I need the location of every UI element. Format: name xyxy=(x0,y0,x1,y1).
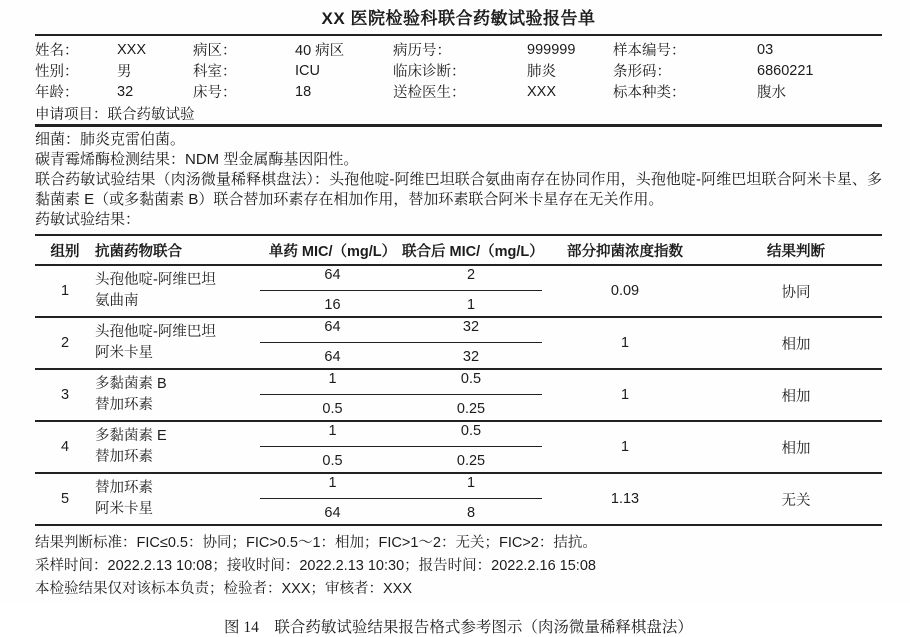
single-mic-b: 16 xyxy=(324,297,341,313)
field-value-department: ICU xyxy=(295,62,320,79)
field-label-barcode: 条形码： xyxy=(613,64,671,80)
field-label-department: 科室： xyxy=(193,64,237,80)
table-row-group-3 xyxy=(35,370,882,422)
field-value-diagnosis: 肺炎 xyxy=(527,64,556,80)
result-judgement: 相加 xyxy=(781,336,811,353)
field-value-sex: 男 xyxy=(117,64,132,80)
drug-a: 多黏菌素 E xyxy=(95,428,167,444)
single-mic-b: 0.5 xyxy=(322,401,343,417)
single-mic-a: 1 xyxy=(328,475,337,491)
field-value-age: 32 xyxy=(117,83,134,100)
drug-combination xyxy=(95,266,263,316)
fic-index-value: 1 xyxy=(620,387,630,403)
field-label-diagnosis: 临床诊断： xyxy=(393,64,466,80)
combined-mic-b: 32 xyxy=(462,349,480,365)
footer-section xyxy=(35,526,882,601)
field-value-record-no: 999999 xyxy=(527,41,576,58)
col-header-single-mic: 单药 MIC/（mg/L） xyxy=(268,243,397,260)
drug-b: 替加环素 xyxy=(95,397,153,413)
report-title: XX 医院检验科联合药敏试验报告单 xyxy=(35,4,882,36)
drug-b: 替加环素 xyxy=(95,449,153,465)
combined-mic-a: 0.5 xyxy=(460,423,482,439)
fraction-divider-line xyxy=(260,394,542,395)
field-label-ward: 病区： xyxy=(193,43,237,59)
group-number: 4 xyxy=(60,439,70,455)
group-number: 5 xyxy=(60,491,70,507)
group-number: 2 xyxy=(60,335,70,351)
col-header-result-judgement: 结果判断 xyxy=(767,243,825,260)
single-mic-b: 0.5 xyxy=(322,453,343,469)
carbapenemase-result-line: 碳青霉烯酶检测结果：NDM 型金属酶基因阳性。 xyxy=(35,151,359,168)
table-header-row xyxy=(35,236,882,266)
patient-info-section xyxy=(35,36,882,127)
result-judgement: 无关 xyxy=(781,492,811,509)
drug-combination xyxy=(95,318,263,368)
col-header-fic-index: 部分抑菌浓度指数 xyxy=(567,243,683,260)
group-number: 3 xyxy=(60,387,70,403)
field-value-request-item: 联合药敏试验 xyxy=(107,106,195,123)
result-judgement: 协同 xyxy=(781,284,811,301)
field-label-request-item: 申请项目： xyxy=(35,106,108,123)
fraction-divider-line xyxy=(260,342,542,343)
fic-index-value: 1 xyxy=(620,335,630,351)
single-mic-a: 1 xyxy=(328,423,337,439)
drug-a: 头孢他啶-阿维巴坦 xyxy=(95,324,216,340)
field-value-name: XXX xyxy=(117,41,147,58)
figure-caption: 图 14 联合药敏试验结果报告格式参考图示（肉汤微量稀释棋盘法） xyxy=(224,619,693,636)
table-row-group-2 xyxy=(35,318,882,370)
susceptibility-table xyxy=(35,234,882,526)
group-number: 1 xyxy=(60,283,70,299)
fic-index-value: 1.13 xyxy=(610,491,640,507)
combined-mic-b: 1 xyxy=(466,297,476,313)
findings-section xyxy=(35,127,882,234)
drug-a: 替加环素 xyxy=(95,480,153,496)
single-mic-b: 64 xyxy=(324,505,341,521)
result-judgement: 相加 xyxy=(781,440,811,457)
combined-mic-b: 0.25 xyxy=(456,401,486,417)
patient-info-row xyxy=(35,81,882,102)
combined-mic-b: 0.25 xyxy=(456,453,486,469)
field-label-record-no: 病历号： xyxy=(393,43,451,59)
fraction-divider-line xyxy=(260,498,542,499)
table-intro-line: 药敏试验结果： xyxy=(35,211,141,228)
field-value-bed-no: 18 xyxy=(295,83,312,100)
drug-combination xyxy=(95,422,263,472)
drug-combination xyxy=(95,474,263,524)
field-value-specimen-type: 腹水 xyxy=(757,85,786,101)
col-header-combined-mic: 联合后 MIC/（mg/L） xyxy=(402,243,544,260)
combination-summary-line: 联合药敏试验结果（肉汤微量稀释棋盘法）：头孢他啶-阿维巴坦联合氨曲南存在协同作用，头孢他啶-阿维巴坦联合阿米卡星、多黏菌素 E（或多黏菌素 B）联合替加环素存在相加作用，替加环素联合阿米卡星存在无关作用。 xyxy=(35,171,882,208)
timestamps-line: 采样时间：2022.2.13 10:08；接收时间：2022.2.13 10:30；报告时间：2022.2.16 15:08 xyxy=(35,558,596,574)
responsibility-line: 本检验结果仅对该标本负责；检验者：XXX；审核者：XXX xyxy=(35,581,413,597)
combined-mic-a: 1 xyxy=(466,475,476,491)
field-label-doctor: 送检医生： xyxy=(393,85,466,101)
combined-mic-a: 0.5 xyxy=(460,371,482,387)
request-item-row xyxy=(35,102,882,124)
fic-index-value: 0.09 xyxy=(610,283,640,299)
combined-mic-b: 8 xyxy=(466,505,476,521)
table-row-group-1 xyxy=(35,266,882,318)
table-row-group-5 xyxy=(35,474,882,526)
single-mic-a: 1 xyxy=(328,371,337,387)
judgement-criteria-line: 结果判断标准：FIC≤0.5：协同；FIC>0.5～1：相加；FIC>1～2：无关；FIC>2：拮抗。 xyxy=(35,535,597,551)
drug-b: 阿米卡星 xyxy=(95,345,153,361)
patient-info-row xyxy=(35,39,882,60)
bacteria-result-line: 细菌：肺炎克雷伯菌。 xyxy=(35,131,186,148)
combined-mic-a: 32 xyxy=(462,319,480,335)
field-label-name: 姓名： xyxy=(35,43,79,59)
field-label-sex: 性别： xyxy=(35,64,79,80)
field-label-specimen-type: 标本种类： xyxy=(613,85,686,101)
drug-a: 多黏菌素 B xyxy=(95,376,167,392)
field-label-age: 年龄： xyxy=(35,85,79,101)
drug-b: 氨曲南 xyxy=(95,293,139,309)
col-header-drug-combination: 抗菌药物联合 xyxy=(95,243,182,260)
table-row-group-4 xyxy=(35,422,882,474)
field-value-sample-no: 03 xyxy=(757,41,774,58)
drug-b: 阿米卡星 xyxy=(95,501,153,517)
single-mic-b: 64 xyxy=(324,349,341,365)
drug-a: 头孢他啶-阿维巴坦 xyxy=(95,272,216,288)
patient-info-row xyxy=(35,60,882,81)
drug-combination xyxy=(95,370,263,420)
single-mic-a: 64 xyxy=(324,319,341,335)
field-value-doctor: XXX xyxy=(527,83,557,100)
field-label-bed-no: 床号： xyxy=(193,85,237,101)
field-value-ward: 40 病区 xyxy=(295,43,345,59)
field-value-barcode: 6860221 xyxy=(757,62,814,79)
fraction-divider-line xyxy=(260,446,542,447)
field-label-sample-no: 样本编号： xyxy=(613,43,686,59)
fic-index-value: 1 xyxy=(620,439,630,455)
single-mic-a: 64 xyxy=(324,267,341,283)
col-header-group: 组别 xyxy=(50,243,80,260)
combined-mic-a: 2 xyxy=(466,267,476,283)
result-judgement: 相加 xyxy=(781,388,811,405)
fraction-divider-line xyxy=(260,290,542,291)
